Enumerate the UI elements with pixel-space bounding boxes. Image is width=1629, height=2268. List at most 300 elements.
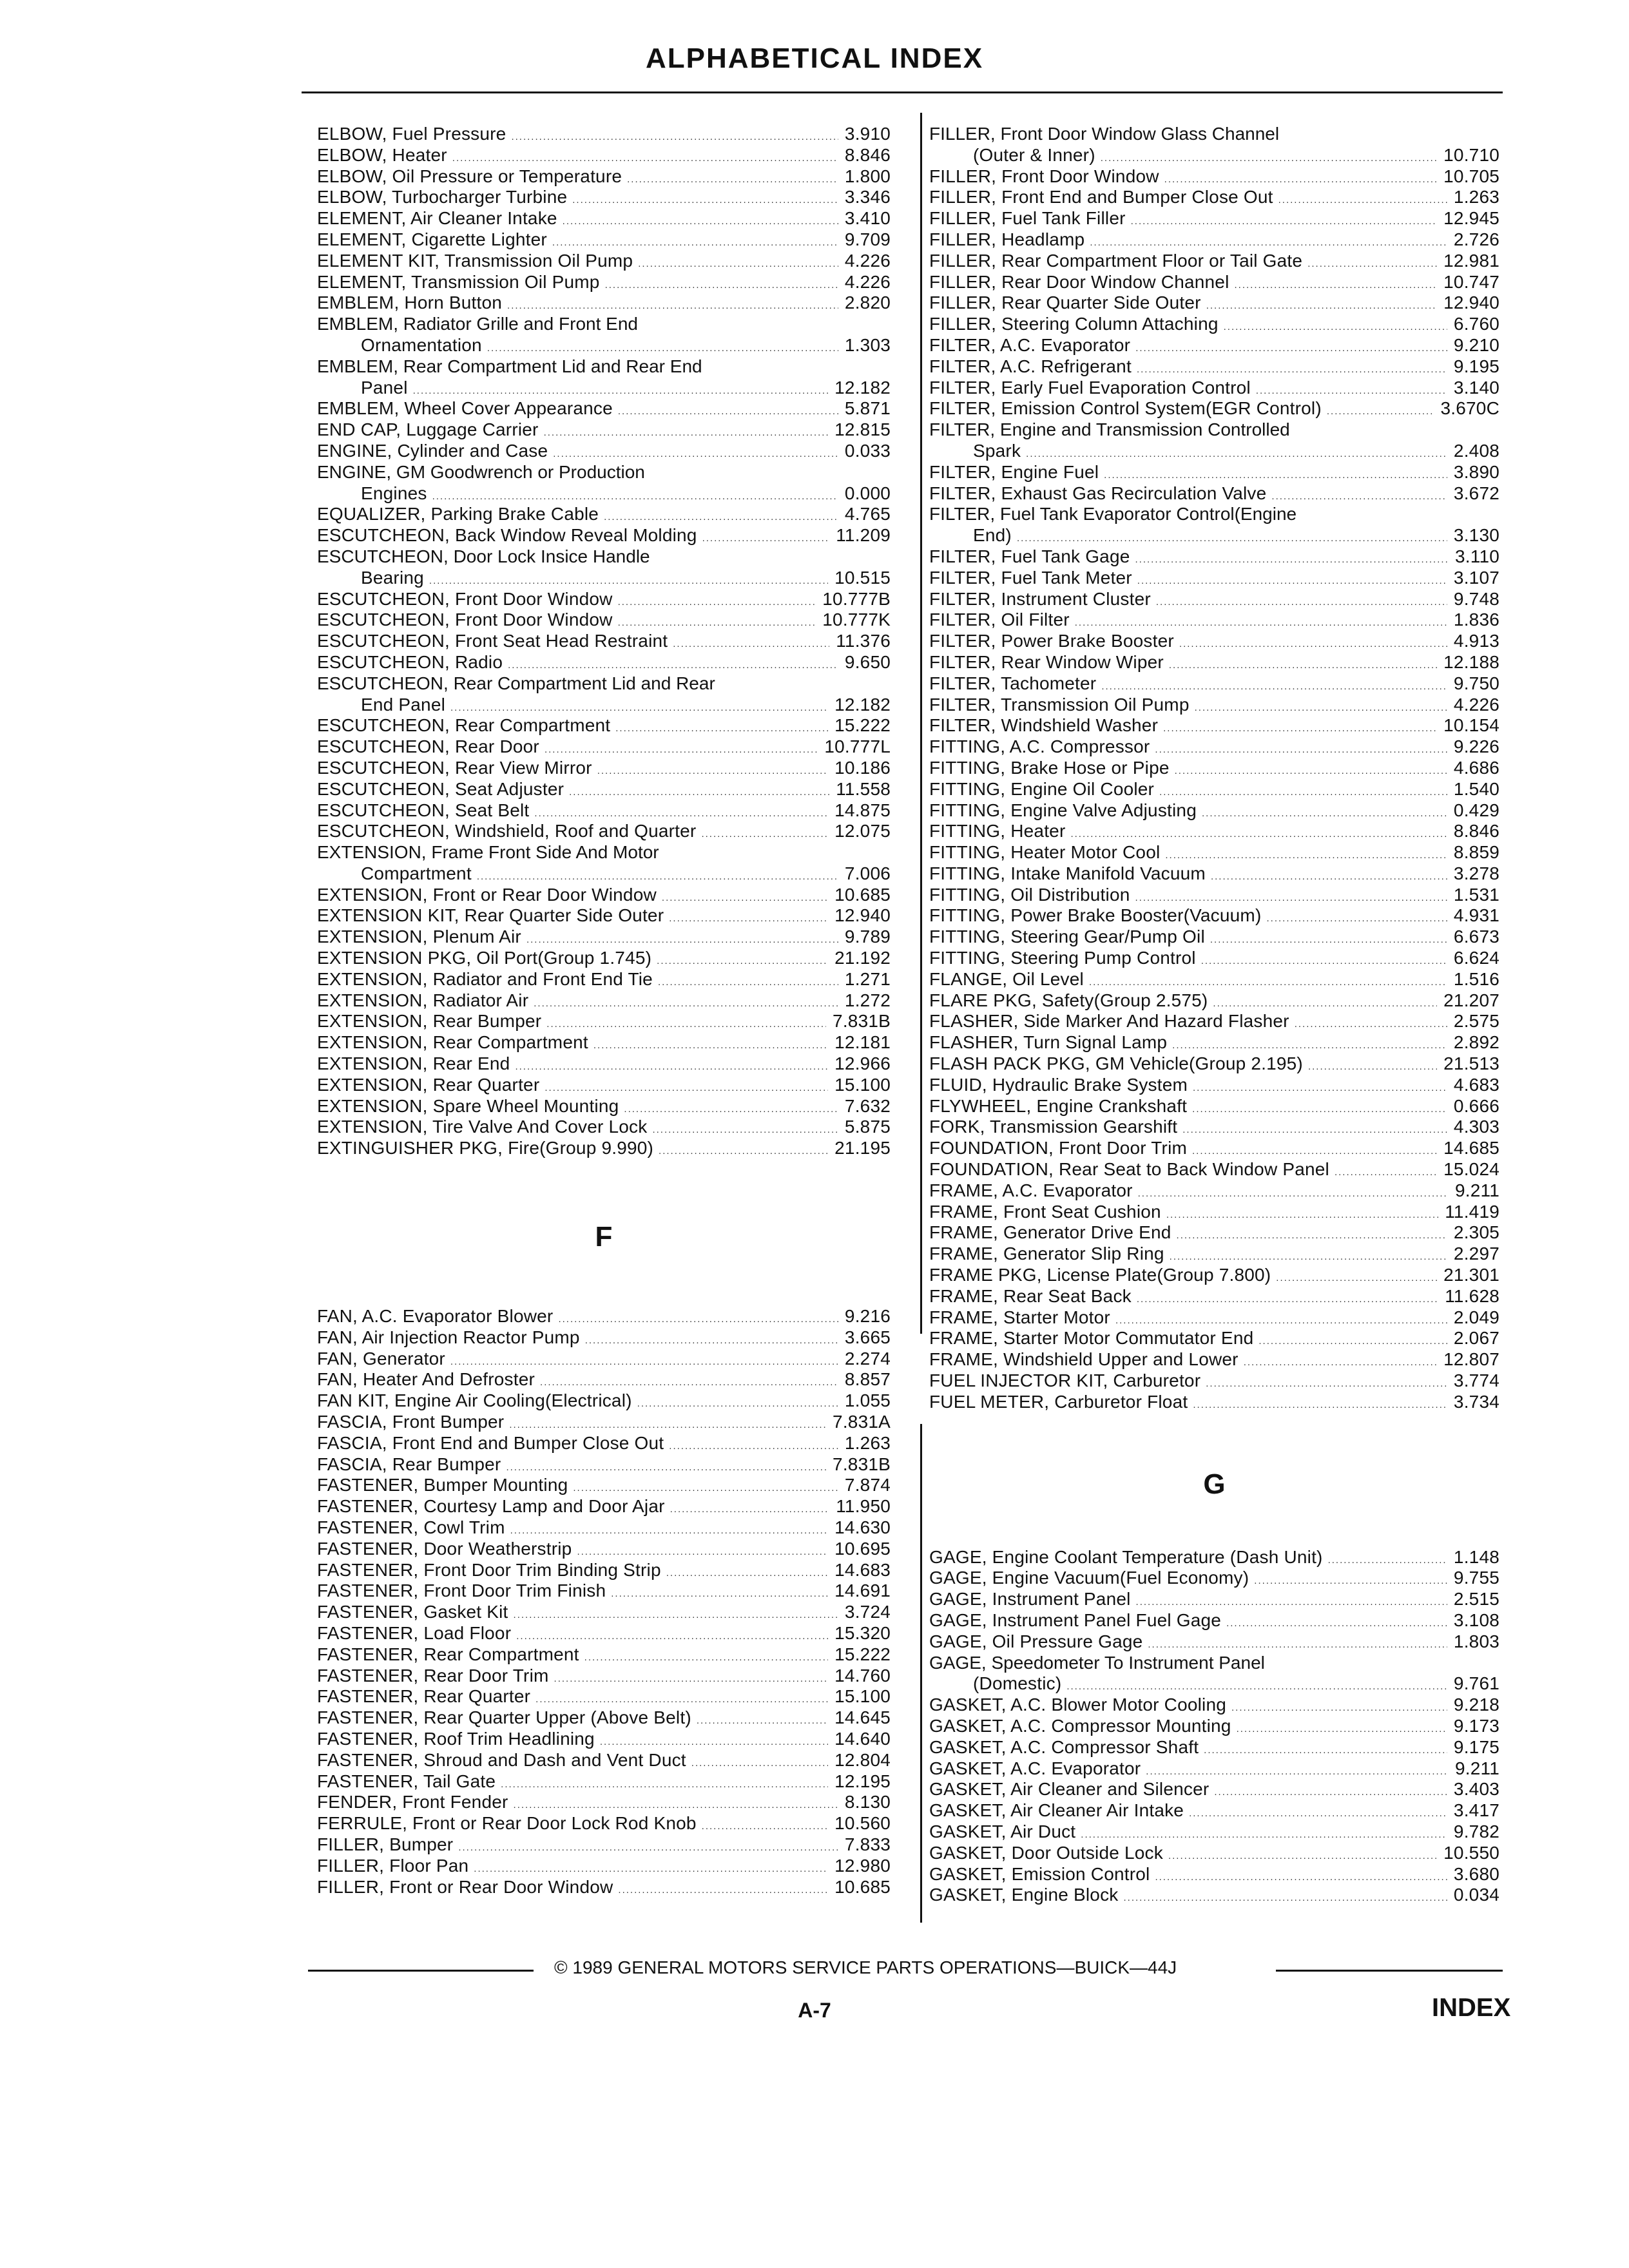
entry-reference-number: 21.207 — [1443, 990, 1499, 1010]
entry-reference-number: 1.272 — [844, 990, 891, 1010]
entry-row — [317, 885, 891, 906]
index-entry — [929, 1779, 1499, 1800]
entry-row — [929, 1328, 1499, 1349]
dot-leader — [569, 782, 829, 803]
entry-reference-number: 2.820 — [844, 293, 891, 313]
entry-row — [929, 1800, 1499, 1821]
entry-name-continuation: (Domestic) — [973, 1673, 1062, 1694]
entry-reference-number: 2.575 — [1453, 1011, 1499, 1032]
entry-reference-number: 2.515 — [1453, 1589, 1499, 1610]
entry-name: FUEL METER, Carburetor Float — [929, 1391, 1188, 1412]
entry-name: GASKET, Engine Block — [929, 1885, 1119, 1905]
entry-name: EXTENSION, Radiator and Front End Tie — [317, 968, 653, 989]
entry-name: FRAME PKG, License Plate(Group 7.800) — [929, 1265, 1271, 1285]
index-entry — [929, 631, 1499, 652]
entry-reference-number: 10.777K — [822, 610, 891, 630]
index-entry — [929, 568, 1499, 589]
entry-row — [929, 1392, 1499, 1413]
entry-name: FILLER, Rear Quarter Side Outer — [929, 293, 1201, 313]
dot-leader — [1195, 698, 1447, 719]
index-entry — [317, 208, 891, 229]
index-entry — [929, 1032, 1499, 1053]
entry-name: ESCUTCHEON, Rear Compartment — [317, 715, 611, 736]
index-entry — [929, 1758, 1499, 1780]
entry-name: FRAME, A.C. Evaporator — [929, 1180, 1133, 1200]
entry-row — [929, 1843, 1499, 1864]
dot-leader — [618, 401, 838, 423]
entry-name: FLYWHEEL, Engine Crankshaft — [929, 1095, 1188, 1116]
index-entry — [929, 1180, 1499, 1202]
entry-name: GAGE, Instrument Panel Fuel Gage — [929, 1610, 1222, 1630]
entry-reference-number: 10.777B — [822, 588, 891, 609]
index-entry — [317, 187, 891, 208]
dot-leader — [1231, 1698, 1447, 1719]
entry-name: FAN, Air Injection Reactor Pump — [317, 1327, 580, 1347]
dot-leader — [605, 275, 838, 296]
entry-row — [929, 1053, 1499, 1075]
index-entry — [317, 546, 891, 589]
entry-row — [929, 1589, 1499, 1610]
entry-reference-number: 9.748 — [1453, 588, 1499, 609]
index-entry — [317, 1517, 891, 1539]
entry-reference-number: 12.804 — [834, 1749, 891, 1770]
entry-name: FASTENER, Courtesy Lamp and Door Ajar — [317, 1496, 665, 1517]
entry-row — [929, 356, 1499, 378]
dot-leader — [546, 1014, 826, 1035]
entry-reference-number: 9.211 — [1455, 1180, 1499, 1200]
entry-name: FITTING, Steering Pump Control — [929, 948, 1196, 968]
entry-name: ENGINE, Cylinder and Case — [317, 440, 548, 461]
entry-row — [317, 1517, 891, 1539]
entry-name: FITTING, Heater Motor Cool — [929, 842, 1161, 863]
entry-row — [317, 948, 891, 969]
entry-row — [317, 335, 891, 356]
index-entry — [317, 948, 891, 969]
entry-name: FITTING, Heater — [929, 821, 1066, 841]
entry-reference-number: 10.747 — [1443, 271, 1499, 292]
entry-name-continuation: Ornamentation — [361, 334, 482, 355]
dot-leader — [1182, 1120, 1447, 1141]
index-entry — [929, 1800, 1499, 1821]
entry-name: FASTENER, Rear Quarter Upper (Above Belt) — [317, 1707, 691, 1728]
entry-reference-number: 3.890 — [1453, 461, 1499, 482]
dot-leader — [572, 190, 838, 211]
entry-row — [317, 525, 891, 546]
entry-reference-number: 3.140 — [1453, 377, 1499, 398]
entry-row — [929, 546, 1499, 568]
entry-row — [929, 483, 1499, 505]
entry-reference-number: 6.760 — [1453, 314, 1499, 334]
index-entry — [317, 1433, 891, 1454]
dot-leader — [597, 761, 828, 782]
footer-copyright: © 1989 GENERAL MOTORS SERVICE PARTS OPERATIONS—BUICK—44J — [554, 1957, 1177, 1977]
entry-reference-number: 3.130 — [1453, 525, 1499, 546]
entry-reference-number: 9.782 — [1453, 1821, 1499, 1841]
dot-leader — [611, 1584, 828, 1605]
entry-name: FILTER, Engine and Transmission Controlled — [929, 419, 1290, 440]
entry-name: FITTING, Engine Oil Cooler — [929, 778, 1155, 799]
dot-leader — [1235, 275, 1438, 296]
entry-row — [317, 610, 891, 631]
entry-row — [929, 293, 1499, 314]
entry-reference-number: 9.650 — [844, 651, 891, 672]
index-entry — [929, 589, 1499, 610]
entry-reference-number: 2.305 — [1453, 1222, 1499, 1243]
entry-reference-number: 2.274 — [844, 1348, 891, 1369]
index-column-left — [317, 124, 891, 1898]
dot-leader — [593, 1035, 828, 1057]
entry-row — [317, 1117, 891, 1138]
entry-reference-number: 21.195 — [834, 1138, 891, 1158]
entry-name: FLANGE, Oil Level — [929, 968, 1084, 989]
entry-name: ELBOW, Heater — [317, 144, 447, 165]
entry-row — [317, 1349, 891, 1370]
dot-leader — [1204, 1740, 1447, 1762]
entry-reference-number: 0.429 — [1453, 800, 1499, 820]
entry-reference-number: 15.222 — [834, 715, 891, 736]
dot-leader — [558, 1309, 838, 1331]
entry-reference-number: 3.910 — [844, 124, 891, 144]
entry-row — [929, 779, 1499, 800]
entry-reference-number: 9.789 — [844, 927, 891, 947]
entry-reference-number: 12.981 — [1443, 250, 1499, 271]
entry-row — [317, 800, 891, 822]
entry-name: FILTER, Engine Fuel — [929, 461, 1099, 482]
entry-name: FENDER, Front Fender — [317, 1792, 508, 1812]
dot-leader — [1206, 296, 1437, 317]
entry-reference-number: 11.950 — [836, 1496, 891, 1517]
entry-name: FILLER, Headlamp — [929, 229, 1085, 249]
entry-reference-number: 14.875 — [834, 800, 891, 820]
index-entry — [317, 229, 891, 251]
dot-leader — [1328, 1550, 1447, 1571]
dot-leader — [1244, 1352, 1437, 1374]
index-entry — [929, 314, 1499, 335]
index-entry — [317, 1792, 891, 1813]
entry-reference-number: 11.419 — [1445, 1201, 1499, 1222]
entry-name: ESCUTCHEON, Seat Adjuster — [317, 778, 564, 799]
entry-reference-number: 3.724 — [844, 1602, 891, 1622]
entry-reference-number: 1.263 — [844, 1432, 891, 1453]
index-entry — [929, 1053, 1499, 1075]
dot-leader — [1189, 1803, 1447, 1825]
index-entry — [929, 1589, 1499, 1610]
entry-name: EXTENSION PKG, Oil Port(Group 1.745) — [317, 948, 652, 968]
entry-row — [929, 525, 1499, 546]
entry-row — [317, 145, 891, 166]
dot-leader — [662, 888, 828, 909]
entry-reference-number: 14.640 — [834, 1728, 891, 1749]
index-entry — [317, 166, 891, 187]
entry-reference-number: 3.108 — [1453, 1610, 1499, 1630]
entry-row — [317, 1138, 891, 1159]
entry-reference-number: 12.807 — [1443, 1349, 1499, 1370]
entry-reference-number: 15.222 — [834, 1644, 891, 1664]
index-entry — [317, 1877, 891, 1898]
entry-name-continuation: End) — [973, 525, 1012, 546]
entry-name: EXTENSION, Frame Front Side And Motor — [317, 842, 659, 863]
index-entry — [317, 1096, 891, 1117]
section-label: INDEX — [1432, 1994, 1511, 2022]
entry-name: FILLER, Steering Column Attaching — [929, 314, 1219, 334]
entry-reference-number: 1.271 — [844, 968, 891, 989]
index-entry — [317, 1032, 891, 1053]
index-entry — [317, 905, 891, 927]
index-entry — [929, 378, 1499, 399]
index-entry — [317, 758, 891, 779]
entry-reference-number: 3.110 — [1455, 546, 1499, 566]
index-entry — [317, 1856, 891, 1877]
entry-row — [929, 1138, 1499, 1159]
entry-reference-number: 9.761 — [1453, 1673, 1499, 1694]
dot-leader — [652, 1120, 838, 1141]
entry-row — [929, 589, 1499, 610]
entry-reference-number: 12.182 — [834, 694, 891, 715]
entry-row — [317, 1075, 891, 1096]
entry-row — [317, 504, 891, 525]
entry-name: FASTENER, Door Weatherstrip — [317, 1538, 572, 1559]
dot-leader — [1135, 338, 1447, 360]
entry-row — [317, 1053, 891, 1075]
entry-row — [929, 1885, 1499, 1906]
entry-reference-number: 10.550 — [1443, 1842, 1499, 1863]
entry-row — [929, 1265, 1499, 1286]
index-entry — [317, 1349, 891, 1370]
index-entry — [317, 1644, 891, 1666]
entry-name-continuation: Engines — [361, 483, 427, 503]
entry-name: FILLER, Rear Compartment Floor or Tail Gate — [929, 250, 1303, 271]
entry-name: FRAME, Generator Drive End — [929, 1222, 1171, 1243]
entry-reference-number: 7.874 — [844, 1475, 891, 1495]
entry-row — [317, 863, 891, 885]
entry-name: FASTENER, Shroud and Dash and Vent Duct — [317, 1749, 686, 1770]
index-entry — [317, 779, 891, 800]
entry-row — [929, 229, 1499, 251]
entry-row — [317, 1792, 891, 1813]
dot-leader — [1224, 317, 1447, 338]
entry-reference-number: 7.006 — [844, 863, 891, 883]
index-entry — [317, 462, 891, 505]
entry-reference-number: 3.346 — [844, 187, 891, 207]
dot-leader — [1193, 1078, 1447, 1099]
entry-row — [929, 1159, 1499, 1180]
dot-leader — [1138, 1184, 1449, 1205]
entry-row — [317, 1032, 891, 1053]
entry-name: FILLER, Front or Rear Door Window — [317, 1876, 613, 1897]
entry-reference-number: 12.195 — [834, 1771, 891, 1791]
entry-row — [317, 398, 891, 419]
entry-reference-number: 15.100 — [834, 1686, 891, 1707]
index-entry — [317, 1075, 891, 1096]
index-entry — [929, 715, 1499, 736]
entry-name: FILLER, Rear Door Window Channel — [929, 271, 1229, 292]
entry-reference-number: 11.209 — [836, 525, 891, 546]
index-entry — [317, 1369, 891, 1390]
entry-reference-number: 21.192 — [834, 948, 891, 968]
entry-name: FITTING, Brake Hose or Pipe — [929, 757, 1170, 778]
dot-leader — [1193, 1395, 1447, 1416]
entry-name: EQUALIZER, Parking Brake Cable — [317, 504, 599, 524]
entry-row — [929, 1307, 1499, 1329]
entry-reference-number: 10.560 — [834, 1813, 891, 1834]
dot-leader — [1237, 1719, 1447, 1740]
dot-leader — [584, 1648, 829, 1669]
entry-reference-number: 4.303 — [1453, 1117, 1499, 1137]
entry-row — [317, 1433, 891, 1454]
entry-reference-number: 8.857 — [844, 1369, 891, 1390]
entry-reference-number: 14.683 — [834, 1559, 891, 1580]
entry-row — [929, 1821, 1499, 1843]
entry-name: ESCUTCHEON, Front Door Window — [317, 610, 613, 630]
entry-name: FASTENER, Rear Quarter — [317, 1686, 531, 1707]
index-entry — [317, 715, 891, 736]
entry-row — [317, 1834, 891, 1856]
entry-name: EMBLEM, Radiator Grille and Front End — [317, 314, 638, 334]
entry-row — [929, 1032, 1499, 1053]
entry-name: FILTER, Instrument Cluster — [929, 588, 1151, 609]
index-entry — [317, 1327, 891, 1349]
entry-row — [929, 1864, 1499, 1885]
index-entry — [317, 821, 891, 842]
dot-leader — [1211, 867, 1447, 888]
entry-reference-number: 12.815 — [834, 419, 891, 440]
entry-name: ESCUTCHEON, Radio — [317, 651, 503, 672]
entry-reference-number: 11.558 — [836, 778, 891, 799]
index-entry — [929, 124, 1499, 166]
entry-reference-number: 2.297 — [1453, 1244, 1499, 1264]
entry-name: FAN, Heater And Defroster — [317, 1369, 535, 1390]
index-entry — [929, 610, 1499, 631]
dot-leader — [1271, 486, 1447, 508]
index-entry — [929, 462, 1499, 483]
entry-reference-number: 1.148 — [1453, 1546, 1499, 1567]
dot-leader — [1175, 761, 1447, 782]
entry-row — [317, 758, 891, 779]
column-divider-left — [920, 113, 922, 1334]
dot-leader — [1137, 1289, 1438, 1311]
entry-reference-number: 3.774 — [1453, 1370, 1499, 1391]
entry-row — [929, 610, 1499, 631]
entry-row — [317, 990, 891, 1012]
dot-leader — [1165, 845, 1447, 867]
dot-leader — [615, 718, 828, 740]
entry-reference-number: 9.218 — [1453, 1695, 1499, 1715]
index-entry — [317, 1011, 891, 1032]
dot-leader — [544, 423, 829, 444]
entry-reference-number: 1.303 — [844, 334, 891, 355]
entry-row — [929, 1737, 1499, 1758]
entry-row — [929, 398, 1499, 419]
entry-row — [929, 927, 1499, 948]
entry-row — [929, 166, 1499, 187]
index-entry — [929, 1349, 1499, 1370]
entry-row — [317, 124, 891, 145]
index-entry — [317, 293, 891, 314]
entry-reference-number: 9.210 — [1453, 334, 1499, 355]
entry-reference-number: 10.705 — [1443, 166, 1499, 186]
entry-row — [929, 969, 1499, 990]
index-entry — [929, 1138, 1499, 1159]
entry-name: GASKET, A.C. Compressor Shaft — [929, 1736, 1199, 1757]
entry-name: EXTENSION, Radiator Air — [317, 990, 529, 1010]
entry-name: FASTENER, Rear Door Trim — [317, 1665, 549, 1686]
entry-name: ELEMENT, Cigarette Lighter — [317, 229, 547, 249]
entry-row — [929, 1011, 1499, 1032]
dot-leader — [1278, 190, 1447, 211]
index-entry — [317, 251, 891, 272]
entry-name: ESCUTCHEON, Front Seat Head Restraint — [317, 631, 668, 651]
index-entry — [317, 419, 891, 441]
index-entry — [929, 652, 1499, 673]
entry-name: ESCUTCHEON, Rear Door — [317, 736, 539, 757]
entry-row — [929, 1547, 1499, 1568]
entry-name: ELEMENT KIT, Transmission Oil Pump — [317, 250, 633, 271]
index-entry — [317, 610, 891, 631]
entry-name: FILLER, Front End and Bumper Close Out — [929, 187, 1273, 207]
entry-reference-number: 14.630 — [834, 1517, 891, 1538]
entry-name: GAGE, Engine Vacuum(Fuel Economy) — [929, 1568, 1249, 1588]
entry-reference-number: 1.803 — [1453, 1631, 1499, 1651]
entry-reference-number: 3.278 — [1453, 863, 1499, 883]
entry-row — [929, 1370, 1499, 1392]
index-entry — [317, 504, 891, 525]
entry-name: FILTER, Fuel Tank Evaporator Control(Engine — [929, 504, 1297, 524]
index-entry — [929, 1286, 1499, 1307]
dot-leader — [458, 1838, 838, 1859]
column-divider-left — [920, 1424, 922, 1923]
dot-leader — [1163, 718, 1437, 740]
entry-reference-number: 10.777L — [824, 736, 891, 757]
entry-name: GASKET, Door Outside Lock — [929, 1842, 1163, 1863]
entry-reference-number: 10.695 — [834, 1538, 891, 1559]
entry-row — [929, 314, 1499, 335]
index-entry — [317, 441, 891, 462]
index-entry — [317, 1454, 891, 1475]
index-entry — [317, 969, 891, 990]
entry-row — [929, 842, 1499, 863]
index-entry — [317, 736, 891, 758]
entry-row — [317, 927, 891, 948]
entry-reference-number: 3.680 — [1453, 1863, 1499, 1884]
entry-name: FAN, A.C. Evaporator Blower — [317, 1306, 554, 1327]
entry-name: FILLER, Bumper — [317, 1834, 454, 1854]
entry-row — [929, 441, 1499, 462]
index-entry — [929, 673, 1499, 695]
entry-name: GAGE, Instrument Panel — [929, 1589, 1131, 1610]
entry-name: EXTENSION KIT, Rear Quarter Side Outer — [317, 905, 664, 926]
entry-name: FRAME, Starter Motor — [929, 1307, 1110, 1327]
index-entry — [929, 1392, 1499, 1413]
dot-leader — [624, 1099, 838, 1120]
dot-leader — [658, 972, 838, 994]
entry-row — [317, 1306, 891, 1327]
entry-name: ELBOW, Turbocharger Turbine — [317, 187, 568, 207]
entry-row — [929, 1286, 1499, 1307]
index-entry — [929, 1631, 1499, 1653]
index-entry — [929, 272, 1499, 293]
entry-row — [317, 166, 891, 187]
entry-name: FILTER, A.C. Refrigerant — [929, 356, 1132, 376]
entry-name: FILTER, Oil Filter — [929, 610, 1070, 630]
index-entry — [929, 969, 1499, 990]
entry-name-continuation: Spark — [973, 440, 1021, 461]
index-entry — [929, 356, 1499, 378]
entry-row — [317, 1750, 891, 1771]
page-title: ALPHABETICAL INDEX — [645, 43, 984, 74]
index-entry — [317, 631, 891, 652]
entry-row — [317, 969, 891, 990]
index-entry — [929, 1821, 1499, 1843]
